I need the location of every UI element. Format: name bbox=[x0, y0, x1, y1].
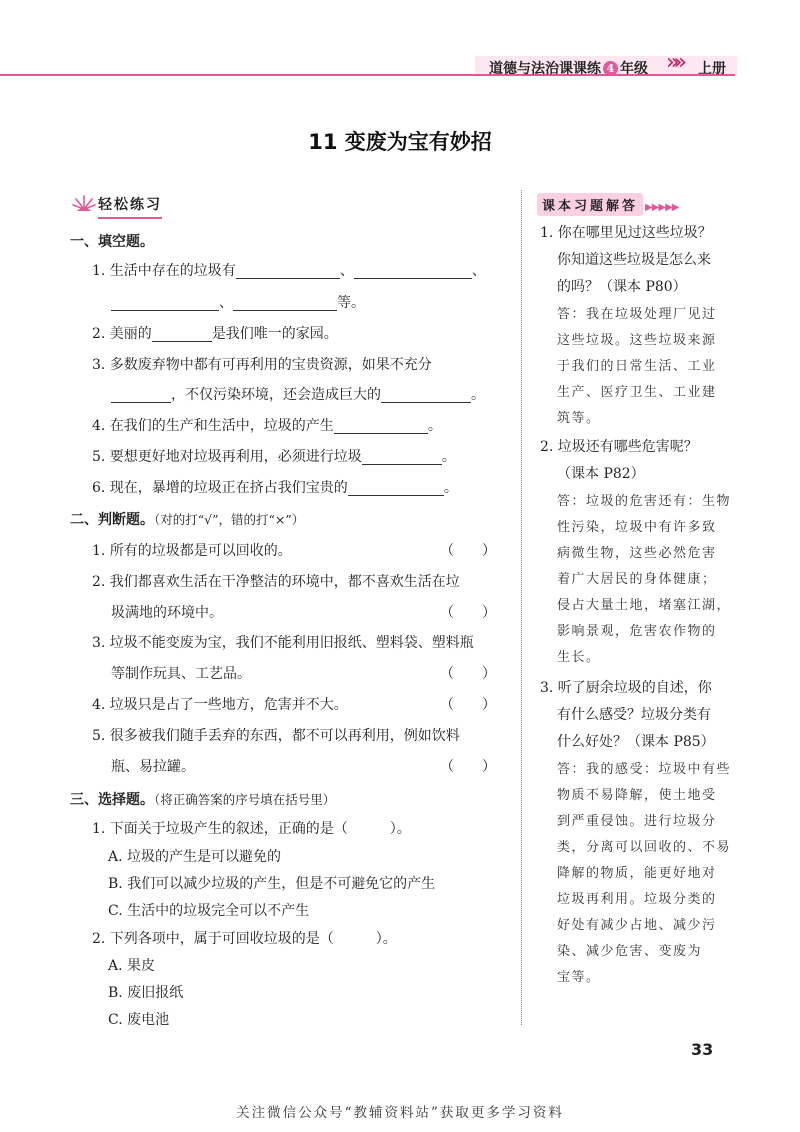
question-text: 2. 美丽的 bbox=[92, 326, 152, 342]
series-title: 道德与法治课课练 bbox=[489, 61, 601, 77]
judge-question-2-line2: 圾满地的环境中。 bbox=[111, 605, 223, 621]
answer-text: 着广大居民的身体健康； bbox=[557, 572, 717, 587]
answer-text: 垃圾再利用。垃圾分类的 bbox=[557, 892, 717, 907]
question-text: 4. 在我们的生产和生活中，垃圾的产生 bbox=[92, 418, 334, 434]
answer-blank[interactable] bbox=[233, 294, 337, 311]
choice-question-2: 2. 下列各项中，属于可回收垃圾的是（ ）。 bbox=[92, 931, 397, 947]
answer-blank[interactable] bbox=[236, 262, 340, 279]
page-number: 33 bbox=[691, 1040, 714, 1059]
column-divider bbox=[521, 190, 522, 1025]
judge-question-5: 5. 很多被我们随手丢弃的东西，都不可以再利用，例如饮料 bbox=[92, 728, 460, 744]
choice-option[interactable]: C. 生活中的垃圾完全可以不产生 bbox=[108, 903, 310, 919]
answer-text: 这些垃圾。这些垃圾来源 bbox=[557, 333, 717, 348]
question-text: 是我们唯一的家园。 bbox=[211, 326, 338, 342]
fill-question-1-line2 bbox=[111, 292, 365, 312]
answer-parentheses[interactable]: （ ） bbox=[440, 605, 496, 621]
answer-text: 降解的物质，能更好地对 bbox=[557, 866, 717, 881]
answer-text: 类，分离可以回收的、不易 bbox=[557, 840, 732, 855]
answer-text: 宝等。 bbox=[557, 970, 601, 985]
answer-question-3: 3. 听了厨余垃圾的自述，你 bbox=[540, 680, 712, 696]
grade-number-badge: 4 bbox=[603, 61, 618, 76]
question-text: 。 bbox=[441, 449, 456, 465]
answer-blank[interactable] bbox=[362, 448, 442, 465]
sunburst-icon bbox=[72, 193, 96, 215]
answer-question-2-line: （课本 P82） bbox=[557, 466, 645, 482]
answer-parentheses[interactable]: （ ） bbox=[440, 759, 496, 775]
choice-option[interactable]: A. 垃圾的产生是可以避免的 bbox=[108, 849, 282, 865]
answer-blank[interactable] bbox=[354, 262, 472, 279]
section-heading-choice bbox=[70, 789, 335, 809]
question-text: 等。 bbox=[337, 295, 365, 311]
answer-question-2: 2. 垃圾还有哪些危害呢？ bbox=[540, 439, 698, 455]
question-text: 。 bbox=[471, 387, 485, 403]
choice-question-1: 1. 下面关于垃圾产生的叙述，正确的是（ ）。 bbox=[92, 821, 411, 837]
arrow-right-icon: ▶▶▶▶▶ bbox=[645, 202, 679, 213]
grade-label: 年级 bbox=[620, 61, 648, 77]
answer-text: 染、减少危害、变废为 bbox=[557, 944, 703, 959]
answer-text: 病微生物，这些必然危害 bbox=[557, 546, 717, 561]
answer-text: 好处有减少占地、减少污 bbox=[557, 918, 717, 933]
fill-question-6 bbox=[92, 477, 458, 497]
fill-question-5 bbox=[92, 446, 456, 466]
answer-text: 影响景观，危害农作物的 bbox=[557, 624, 717, 639]
answer-parentheses[interactable]: （ ） bbox=[440, 666, 496, 682]
answer-question-3-line: 什么好处？（课本 P85） bbox=[557, 734, 715, 750]
answer-question-1-line: 的吗？（课本 P80） bbox=[557, 279, 687, 295]
answer-text: 答：我在垃圾处理厂见过 bbox=[557, 307, 717, 322]
question-text: 1. 生活中存在的垃圾有 bbox=[92, 263, 236, 279]
page-title: 11 变废为宝有妙招 bbox=[308, 130, 492, 154]
judge-question-5-line2: 瓶、易拉罐。 bbox=[111, 759, 195, 775]
practice-badge-label: 轻松练习 bbox=[98, 194, 162, 219]
question-text: 5. 要想更好地对垃圾再利用，必须进行垃圾 bbox=[92, 449, 362, 465]
answer-text: 到严重侵蚀。进行垃圾分 bbox=[557, 814, 717, 829]
separator: 、 bbox=[471, 263, 486, 279]
question-text: ，不仅污染环境，还会造成巨大的 bbox=[171, 387, 381, 403]
answer-text: 生长。 bbox=[557, 650, 601, 665]
question-text: 6. 现在，暴增的垃圾正在挤占我们宝贵的 bbox=[92, 480, 348, 496]
answer-text: 筑等。 bbox=[557, 411, 601, 426]
answer-text: 答：垃圾的危害还有：生物 bbox=[557, 494, 732, 509]
answer-parentheses[interactable]: （ ） bbox=[440, 697, 496, 713]
answers-badge bbox=[537, 193, 678, 213]
volume-label: 上册 bbox=[698, 61, 726, 77]
answer-parentheses[interactable]: （ ） bbox=[440, 543, 496, 559]
answer-blank[interactable] bbox=[111, 386, 171, 403]
choice-option[interactable]: B. 废旧报纸 bbox=[108, 985, 184, 1001]
answer-question-3-line: 有什么感受？垃圾分类有 bbox=[557, 707, 711, 723]
question-text: 。 bbox=[443, 480, 458, 496]
answer-text: 性污染，垃圾中有许多致 bbox=[557, 520, 717, 535]
answers-badge-label: 课本习题解答 bbox=[537, 193, 643, 216]
section-note: （将正确答案的序号填在括号里） bbox=[154, 792, 336, 807]
section-heading-judge bbox=[70, 509, 304, 529]
answer-blank[interactable] bbox=[111, 294, 219, 311]
section-heading-fill: 一、填空题。 bbox=[70, 234, 154, 250]
fill-question-2 bbox=[92, 323, 338, 343]
section-note: （对的打“√”，错的打“×”） bbox=[154, 512, 305, 527]
answer-blank[interactable] bbox=[152, 325, 212, 342]
question-text: 3. 多数废弃物中都有可再利用的宝贵资源，如果不充分 bbox=[92, 357, 432, 373]
answer-text: 于我们的日常生活、工业 bbox=[557, 359, 717, 374]
answer-blank[interactable] bbox=[381, 386, 471, 403]
choice-option[interactable]: B. 我们可以减少垃圾的产生，但是不可避免它的产生 bbox=[108, 876, 436, 892]
choice-option[interactable]: A. 果皮 bbox=[108, 958, 156, 974]
header-series bbox=[489, 58, 648, 78]
judge-question-1: 1. 所有的垃圾都是可以回收的。 bbox=[92, 543, 292, 559]
answer-question-1-line: 你知道这些垃圾是怎么来 bbox=[557, 252, 711, 268]
answer-text: 生产、医疗卫生、工业建 bbox=[557, 385, 717, 400]
chevron-right-icon: »» bbox=[666, 50, 681, 75]
judge-question-2: 2. 我们都喜欢生活在干净整洁的环境中，都不喜欢生活在垃 bbox=[92, 574, 460, 590]
choice-option[interactable]: C. 废电池 bbox=[108, 1012, 170, 1028]
answer-blank[interactable] bbox=[334, 417, 428, 434]
fill-question-1 bbox=[92, 260, 486, 280]
judge-question-3-line2: 等制作玩具、工艺品。 bbox=[111, 666, 251, 682]
answer-text: 侵占大量土地，堵塞江湖， bbox=[557, 598, 732, 613]
separator: 、 bbox=[219, 295, 233, 311]
fill-question-4 bbox=[92, 415, 442, 435]
section-title: 二、判断题。 bbox=[70, 512, 154, 528]
answer-text: 物质不易降解，使土地受 bbox=[557, 788, 717, 803]
question-text: 。 bbox=[427, 418, 442, 434]
judge-question-4: 4. 垃圾只是占了一些地方，危害并不大。 bbox=[92, 697, 348, 713]
section-title: 三、选择题。 bbox=[70, 792, 154, 808]
answer-question-1: 1. 你在哪里见过这些垃圾？ bbox=[540, 225, 712, 241]
judge-question-3: 3. 垃圾不能变废为宝，我们不能利用旧报纸、塑料袋、塑料瓶 bbox=[92, 635, 474, 651]
fill-question-3 bbox=[92, 354, 432, 374]
separator: 、 bbox=[339, 263, 354, 279]
answer-blank[interactable] bbox=[348, 479, 444, 496]
footer-note: 关注微信公众号“教辅资料站”获取更多学习资料 bbox=[236, 1105, 564, 1121]
answer-text: 答：我的感受：垃圾中有些 bbox=[557, 762, 732, 777]
fill-question-3-line2 bbox=[111, 384, 485, 404]
